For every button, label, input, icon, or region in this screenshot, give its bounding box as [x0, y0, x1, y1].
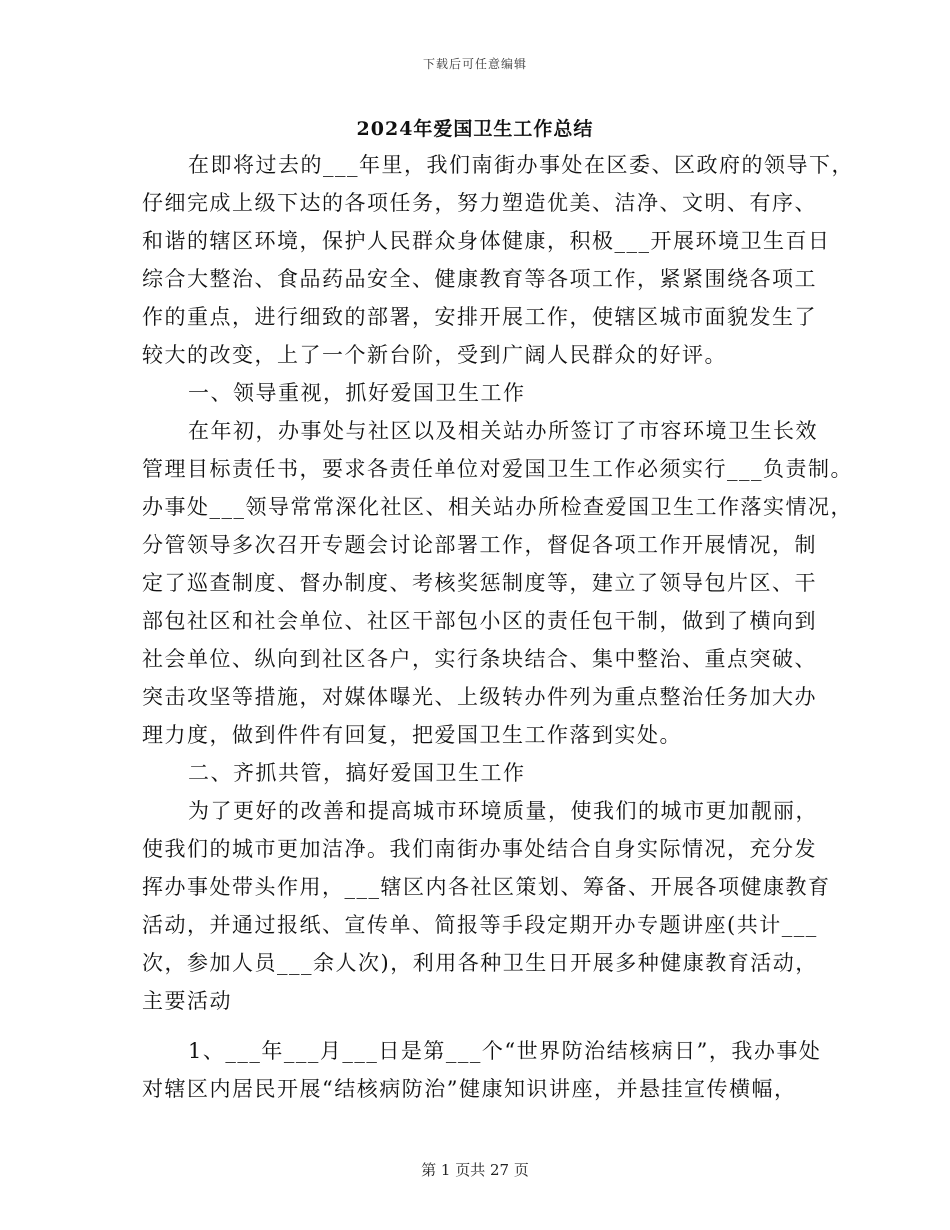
paragraph-line: 管理目标责任书，要求各责任单位对爱国卫生工作必须实行___负责制。	[142, 457, 853, 481]
section-heading: 二、齐抓共管，搞好爱国卫生工作	[188, 761, 526, 785]
paragraph-line: 较大的改变，上了一个新台阶，受到广阔人民群众的好评。	[142, 343, 727, 367]
paragraph-line: 理力度，做到件件有回复，把爱国卫生工作落到实处。	[142, 723, 682, 747]
paragraph-line: 仔细完成上级下达的各项任务，努力塑造优美、洁净、文明、有序、	[142, 191, 817, 215]
paragraph-line: 分管领导多次召开专题会讨论部署工作，督促各项工作开展情况，制	[142, 533, 817, 557]
paragraph-line: 次，参加人员___余人次)，利用各种卫生日开展多种健康教育活动，	[142, 951, 818, 975]
paragraph-line: 部包社区和社会单位、社区干部包小区的责任包干制，做到了横向到	[142, 609, 817, 633]
paragraph-line: 社会单位、纵向到社区各户，实行条块结合、集中整治、重点突破、	[142, 647, 817, 671]
paragraph-line: 为了更好的改善和提高城市环境质量，使我们的城市更加靓丽，	[188, 799, 818, 823]
document-body	[142, 146, 854, 1108]
paragraph-line: 1、___年___月___日是第___个“世界防治结核病日”，我办事处	[188, 1039, 822, 1063]
paragraph-line: 在即将过去的___年里，我们南街办事处在区委、区政府的领导下，	[188, 153, 854, 177]
section-heading: 一、领导重视，抓好爱国卫生工作	[188, 381, 526, 405]
paragraph-line: 挥办事处带头作用，___辖区内各社区策划、筹备、开展各项健康教育	[142, 875, 831, 899]
paragraph-line: 在年初，办事处与社区以及相关站办所签订了市容环境卫生长效	[188, 419, 818, 443]
page-title: 2024年爱国卫生工作总结	[356, 118, 594, 140]
paragraph-line: 定了巡查制度、督办制度、考核奖惩制度等，建立了领导包片区、干	[142, 571, 817, 595]
paragraph-line: 作的重点，进行细致的部署，安排开展工作，使辖区城市面貌发生了	[142, 305, 817, 329]
paragraph-line: 使我们的城市更加洁净。我们南街办事处结合自身实际情况，充分发	[142, 837, 817, 861]
paragraph-line: 办事处___领导常常深化社区、相关站办所检查爱国卫生工作落实情况，	[142, 495, 853, 519]
paragraph-line: 和谐的辖区环境，保护人民群众身体健康，积极___开展环境卫生百日	[142, 229, 831, 253]
paragraph-line: 主要活动	[142, 989, 232, 1013]
page-footer: 第 1 页共 27 页	[421, 1161, 529, 1179]
header-note: 下载后可任意编辑	[422, 57, 527, 71]
paragraph-line: 综合大整治、食品药品安全、健康教育等各项工作，紧紧围绕各项工	[142, 267, 817, 291]
paragraph-line: 对辖区内居民开展“结核病防治”健康知识讲座，并悬挂宣传横幅，	[142, 1077, 797, 1101]
paragraph-line: 活动，并通过报纸、宣传单、简报等手段定期开办专题讲座(共计___	[142, 913, 818, 937]
paragraph-line: 突击攻坚等措施，对媒体曝光、上级转办件列为重点整治任务加大办	[142, 685, 817, 709]
